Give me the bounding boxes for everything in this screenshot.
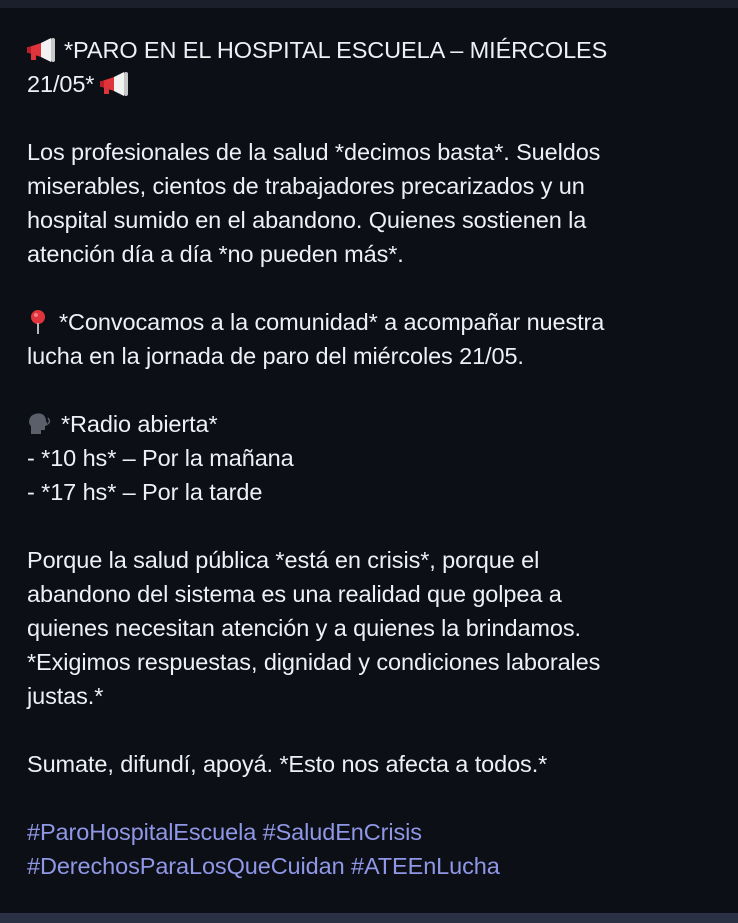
post-title: *PARO EN EL HOSPITAL ESCUELA – MIÉRCOLES bbox=[64, 37, 608, 63]
crisis-line: quienes necesitan atención y a quienes la brindamos. bbox=[27, 615, 581, 641]
top-edge-bar bbox=[0, 0, 738, 8]
closing-line: Sumate, difundí, apoyá. *Esto nos afecta a todos.* bbox=[27, 751, 548, 777]
call-text: *Convocamos a la comunidad* a acompañar nuestra bbox=[59, 309, 605, 335]
intro-line: atención día a día *no pueden más*. bbox=[27, 241, 404, 267]
radio-title: *Radio abierta* bbox=[61, 411, 218, 437]
post-title-date: 21/05* bbox=[27, 71, 95, 97]
bottom-edge-bar bbox=[0, 913, 738, 923]
crisis-line: Porque la salud pública *está en crisis*, porque el bbox=[27, 547, 540, 573]
post-title-line-1 bbox=[27, 33, 717, 67]
call-line-1 bbox=[27, 305, 717, 339]
schedule-item: - *17 hs* – Por la tarde bbox=[27, 479, 263, 505]
megaphone-icon bbox=[27, 38, 61, 62]
crisis-line: abandono del sistema es una realidad que golpea a bbox=[27, 581, 562, 607]
intro-line: Los profesionales de la salud *decimos basta*. Sueldos bbox=[27, 139, 601, 165]
speaking-head-icon bbox=[27, 412, 53, 436]
hashtag-line-2[interactable]: #DerechosParaLosQueCuidan #ATEEnLucha bbox=[27, 853, 500, 879]
hashtag-line-1[interactable]: #ParoHospitalEscuela #SaludEnCrisis bbox=[27, 819, 422, 845]
schedule-item: - *10 hs* – Por la mañana bbox=[27, 445, 294, 471]
intro-line: hospital sumido en el abandono. Quienes sostienen la bbox=[27, 207, 587, 233]
crisis-line: justas.* bbox=[27, 683, 104, 709]
message-body bbox=[27, 33, 717, 883]
hashtags bbox=[27, 815, 717, 883]
round-pushpin-icon bbox=[27, 309, 51, 335]
post-title-line-2 bbox=[27, 67, 717, 101]
crisis-line: *Exigimos respuestas, dignidad y condiciones laborales bbox=[27, 649, 601, 675]
intro-line: miserables, cientos de trabajadores precarizados y un bbox=[27, 173, 585, 199]
call-line-2: lucha en la jornada de paro del miércoles 21/05. bbox=[27, 343, 524, 369]
megaphone-icon bbox=[100, 72, 134, 96]
radio-title-line bbox=[27, 407, 717, 441]
